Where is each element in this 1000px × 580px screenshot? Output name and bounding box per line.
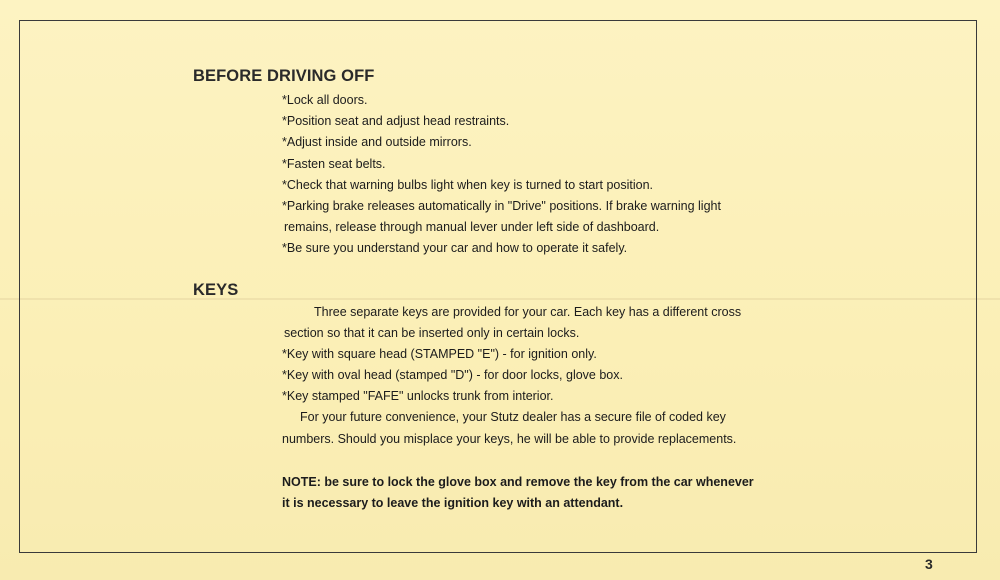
- before-driving-item: *Adjust inside and outside mirrors.: [282, 135, 472, 149]
- keys-intro-line: Three separate keys are provided for your car. Each key has a different cross: [314, 305, 742, 319]
- before-driving-item: *Lock all doors.: [282, 93, 368, 107]
- keys-intro-line: section so that it can be inserted only in certain locks.: [284, 326, 580, 340]
- dealer-note-line: numbers. Should you misplace your keys, he will be able to provide replacements.: [282, 432, 737, 446]
- heading-keys: KEYS: [193, 281, 239, 299]
- heading-before-driving-off: BEFORE DRIVING OFF: [193, 67, 375, 85]
- page-number: 3: [925, 556, 933, 572]
- before-driving-item: *Be sure you understand your car and how to operate it safely.: [282, 241, 628, 255]
- before-driving-item: *Parking brake releases automatically in "Drive" positions. If brake warning light: [282, 199, 721, 213]
- before-driving-item: *Position seat and adjust head restraints.: [282, 114, 510, 128]
- before-driving-item: *Fasten seat belts.: [282, 157, 386, 171]
- keys-item: *Key stamped "FAFE" unlocks trunk from interior.: [282, 389, 554, 403]
- before-driving-item: *Check that warning bulbs light when key is turned to start position.: [282, 178, 654, 192]
- dealer-note-line: For your future convenience, your Stutz dealer has a secure file of coded key: [300, 410, 726, 424]
- keys-item: *Key with square head (STAMPED "E") - for ignition only.: [282, 347, 597, 361]
- note-line: NOTE: be sure to lock the glove box and remove the key from the car whenever: [282, 475, 754, 489]
- note-line: it is necessary to leave the ignition key with an attendant.: [282, 496, 624, 510]
- page-border-frame: [19, 20, 977, 553]
- keys-item: *Key with oval head (stamped "D") - for door locks, glove box.: [282, 368, 623, 382]
- before-driving-item-continued: remains, release through manual lever under left side of dashboard.: [284, 220, 660, 234]
